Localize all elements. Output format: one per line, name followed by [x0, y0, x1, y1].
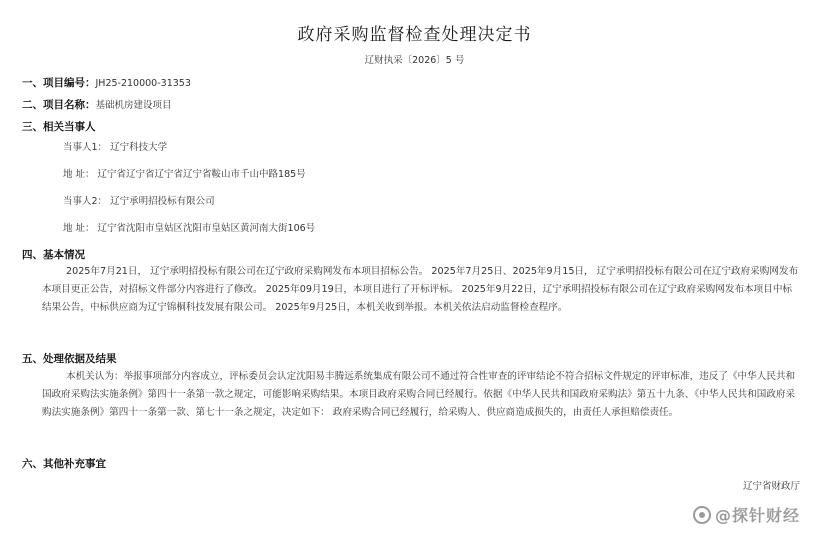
project-name-value: 基础机房建设项目: [95, 100, 172, 111]
section-heading: 二、项目名称：: [22, 99, 96, 111]
document-number: 辽财执采〔2026〕5 号: [364, 55, 465, 66]
watermark: [693, 503, 800, 526]
section-project-name: [22, 97, 172, 112]
section-project-number: [22, 75, 191, 90]
party2-name: 当事人2： 辽宁承明招投标有限公司: [63, 196, 215, 207]
section-heading: 一、项目编号：: [22, 77, 96, 89]
issuing-authority: 辽宁省财政厅: [743, 481, 801, 492]
document-title: 政府采购监督检查处理决定书: [297, 25, 532, 45]
watermark-text: @探针财经: [715, 506, 801, 525]
basic-situation-paragraph: 2025年7月21日， 辽宁承明招投标有限公司在辽宁政府采购网发布本项目招标公告。 2025年7月25日、2025年9月15日， 辽宁承明招投标有限公司在辽宁政府采购网发布本项目更正公告，对招标文件部分内容进行了修改。 2025年09月19日，本项目进行了开标评标。 2025年9月22日，辽宁承明招投标有限公司在辽宁政府采购网发布本项目中标结果公告，中标供应商为辽宁锦桐科技发展有限公司。 2025年9月25日，本机关收到举报。本机关依法启动监督检查程序。: [42, 266, 799, 313]
section-basic-situation: 四、基本情况: [22, 249, 85, 261]
section-related-parties: 三、相关当事人: [22, 121, 96, 133]
basis-and-result-paragraph: 本机关认为：举报事项部分内容成立，评标委员会认定沈阳易丰腾远系统集成有限公司不通过符合性审查的评审结论不符合招标文件规定的评审标准，违反了《中华人民共和国政府采购法实施条例》第四十一条第一款之规定，可能影响采购结果。本项目政府采购合同已经履行。依据《中华人民共和国政府采购法》第五十九条、《中华人民共和国政府采购法实施条例》第四十一条第一款、第七十一条之规定，决定如下： 政府采购合同已经履行，给采购人、供应商造成损失的，由责任人承担赔偿责任。: [42, 371, 796, 418]
section-other-matters: 六、其他补充事宜: [22, 458, 106, 470]
party2-address: 地 址： 辽宁省沈阳市皇姑区沈阳市皇姑区黄河南大街106号: [63, 223, 316, 234]
section-basis-and-result: 五、处理依据及结果: [22, 353, 117, 365]
project-number-value: JH25-210000-31353: [95, 78, 191, 89]
party1-address: 地 址： 辽宁省辽宁省辽宁省辽宁省鞍山市千山中路185号: [63, 169, 306, 180]
party1-name: 当事人1： 辽宁科技大学: [63, 142, 168, 153]
toutiao-logo-icon: [693, 506, 711, 524]
